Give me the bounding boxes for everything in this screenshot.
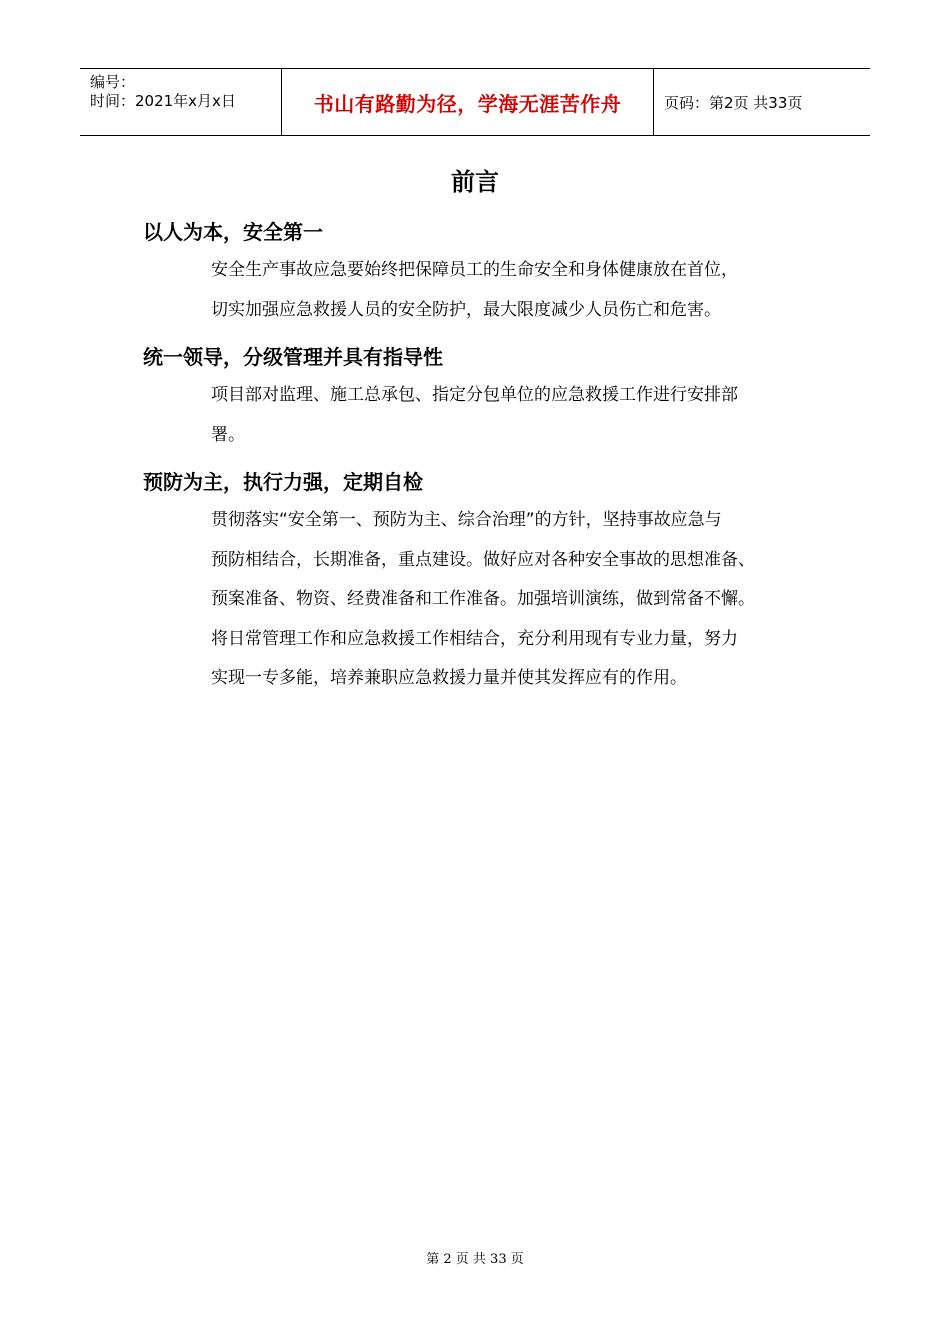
section-paragraph-1 <box>211 251 738 330</box>
paragraph-line: 预防相结合，长期准备，重点建设。做好应对各种安全事故的思想准备、 <box>211 549 755 570</box>
header-page-info: 页码：第2页 共33页 <box>664 93 803 112</box>
page-header <box>80 68 870 136</box>
document-date: 时间：2021年x月x日 <box>90 92 236 110</box>
paragraph-line: 预案准备、物资、经费准备和工作准备。加强培训演练，做到常备不懈。 <box>211 589 755 609</box>
paragraph-line: 署。 <box>211 424 245 445</box>
page-title: 前言 <box>451 168 499 196</box>
document-number-label: 编号： <box>90 73 136 91</box>
section-heading-2: 统一领导，分级管理并具有指导性 <box>143 345 443 369</box>
paragraph-line: 将日常管理工作和应急救援工作相结合，充分利用现有专业力量，努力 <box>211 628 738 649</box>
paragraph-line: 实现一专多能，培养兼职应急救援力量并使其发挥应有的作用。 <box>211 668 687 688</box>
paragraph-line: 项目部对监理、施工总承包、指定分包单位的应急救援工作进行安排部 <box>211 385 738 405</box>
page-footer: 第 2 页 共 33 页 <box>426 1252 524 1267</box>
paragraph-line: 切实加强应急救援人员的安全防护，最大限度减少人员伤亡和危害。 <box>211 299 721 320</box>
paragraph-line: 贯彻落实“安全第一、预防为主、综合治理”的方针，坚持事故应急与 <box>211 510 722 530</box>
section-paragraph-2 <box>211 376 738 455</box>
section-paragraph-3 <box>211 501 755 699</box>
header-motto: 书山有路勤为径，学海无涯苦作舟 <box>281 69 654 135</box>
section-heading-1: 以人为本，安全第一 <box>143 220 323 244</box>
header-meta <box>80 69 281 135</box>
section-heading-3: 预防为主，执行力强，定期自检 <box>143 470 423 494</box>
paragraph-line: 安全生产事故应急要始终把保障员工的生命安全和身体健康放在首位， <box>211 260 738 280</box>
